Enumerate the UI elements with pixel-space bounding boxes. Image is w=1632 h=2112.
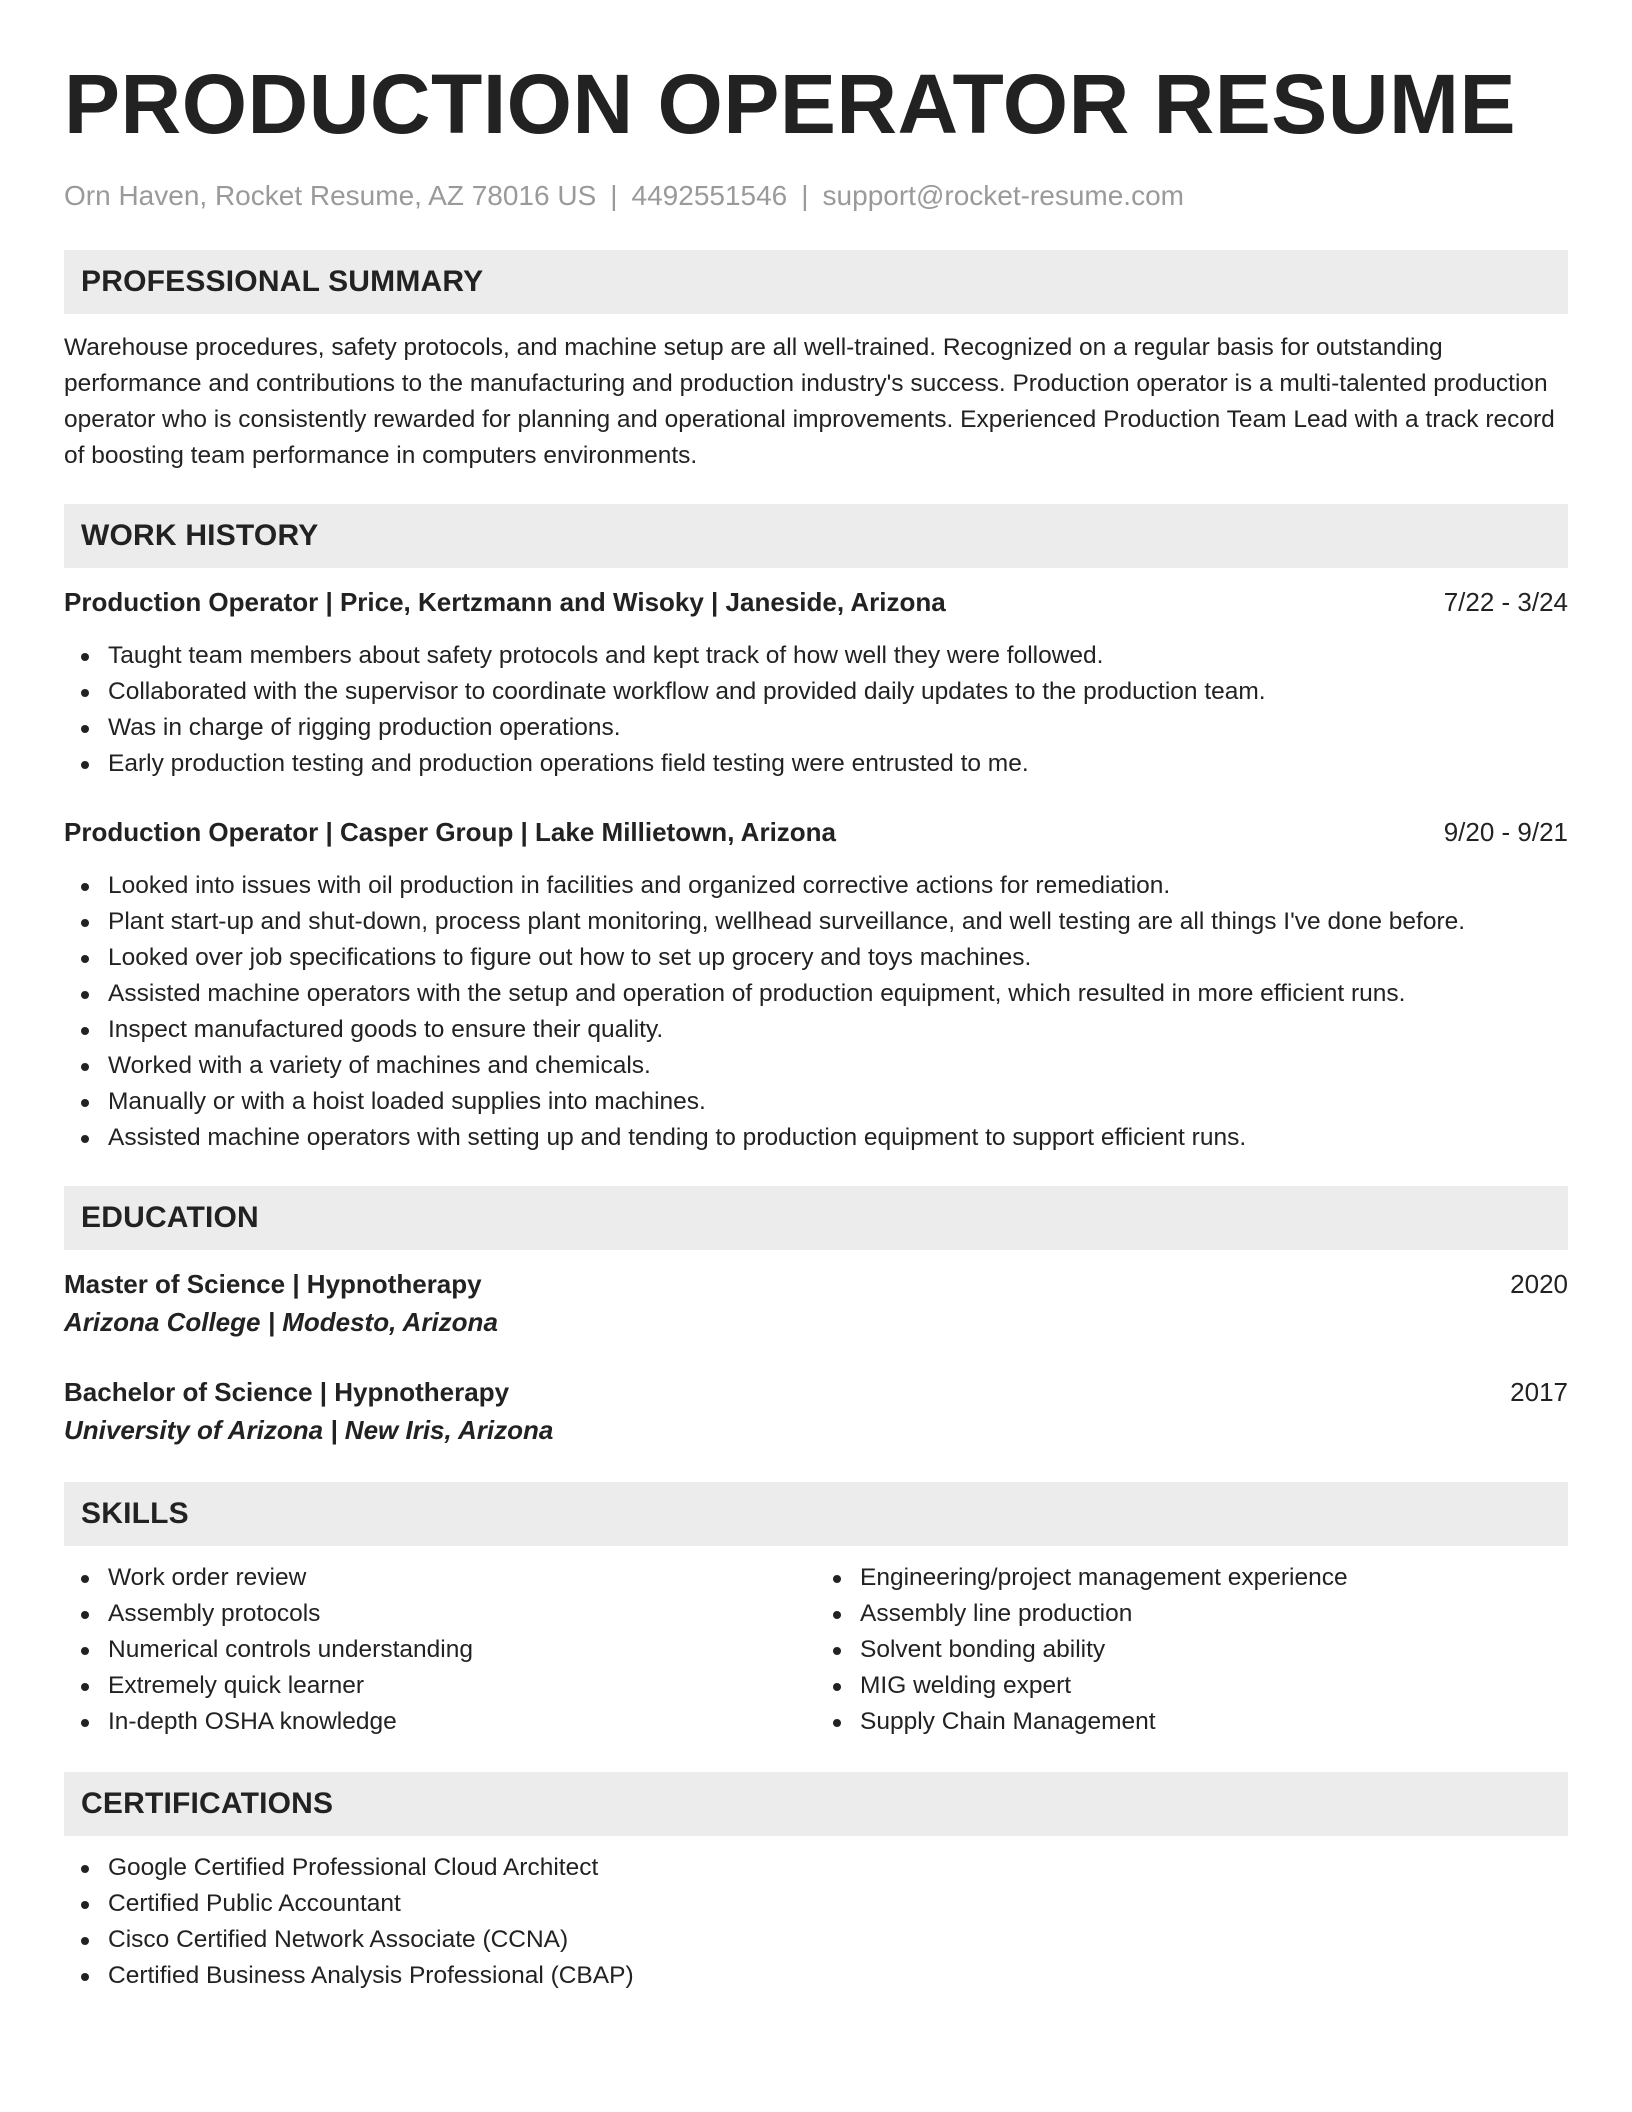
certification-item: Certified Business Analysis Professional (CBAP) (64, 1958, 1568, 1994)
skill-item: MIG welding expert (816, 1668, 1568, 1704)
job-title: Production Operator | Casper Group | Lake Millietown, Arizona (64, 817, 837, 847)
contact-phone: 4492551546 (631, 180, 788, 211)
section-header-work-history: WORK HISTORY (64, 504, 1568, 568)
contact-address: Orn Haven, Rocket Resume, AZ 78016 US (64, 180, 597, 211)
skill-item: Assembly line production (816, 1596, 1568, 1632)
contact-separator: | (801, 180, 809, 211)
contact-separator: | (610, 180, 618, 211)
job-bullet: Assisted machine operators with setting up and tending to production equipment to support efficient runs. (64, 1120, 1568, 1156)
education-degree: Master of Science | Hypnotherapy (64, 1269, 482, 1299)
education-school: University of Arizona | New Iris, Arizona (64, 1415, 554, 1445)
certification-item: Cisco Certified Network Associate (CCNA) (64, 1922, 1568, 1958)
job-dates: 7/22 - 3/24 (1443, 587, 1568, 617)
skill-item: Work order review (64, 1560, 816, 1596)
section-header-certifications: CERTIFICATIONS (64, 1772, 1568, 1836)
job-bullet: Worked with a variety of machines and chemicals. (64, 1048, 1568, 1084)
certification-item: Certified Public Accountant (64, 1886, 1568, 1922)
education-entry (64, 1374, 1568, 1448)
job-heading (64, 814, 1568, 850)
job-bullet: Assisted machine operators with the setup and operation of production equipment, which resulted in more efficient runs. (64, 976, 1568, 1012)
skill-item: Numerical controls understanding (64, 1632, 816, 1668)
skill-item: Solvent bonding ability (816, 1632, 1568, 1668)
job-heading (64, 584, 1568, 620)
job-bullet: Early production testing and production operations field testing were entrusted to me. (64, 746, 1568, 782)
certifications-list (64, 1850, 1568, 1994)
skills-column-right (816, 1560, 1568, 1740)
education-school: Arizona College | Modesto, Arizona (64, 1307, 498, 1337)
skills-column-left (64, 1560, 816, 1740)
certification-item: Google Certified Professional Cloud Architect (64, 1850, 1568, 1886)
contact-email: support@rocket-resume.com (822, 180, 1184, 211)
summary-text: Warehouse procedures, safety protocols, and machine setup are all well-trained. Recognized on a regular basis for outstanding performance and contributions to the manufacturing and production industry's success. Production operator is a multi-talented production operator who is consistently rewarded for planning and operational improvements. Experienced Production Team Lead with a track record of boosting team performance in computers environments. (64, 334, 1555, 469)
education-year: 2017 (1510, 1377, 1568, 1407)
job-dates: 9/20 - 9/21 (1443, 817, 1568, 847)
job-entry (64, 584, 1568, 782)
job-title: Production Operator | Price, Kertzmann and Wisoky | Janeside, Arizona (64, 587, 946, 617)
contact-line (64, 178, 1568, 214)
job-bullet: Looked into issues with oil production in facilities and organized corrective actions for remediation. (64, 868, 1568, 904)
skill-item: In-depth OSHA knowledge (64, 1704, 816, 1740)
job-bullet: Plant start-up and shut-down, process plant monitoring, wellhead surveillance, and well testing are all things I've done before. (64, 904, 1568, 940)
education-year: 2020 (1510, 1269, 1568, 1299)
skill-item: Supply Chain Management (816, 1704, 1568, 1740)
job-bullet: Was in charge of rigging production operations. (64, 710, 1568, 746)
resume-title: PRODUCTION OPERATOR RESUME (64, 57, 1516, 151)
education-entry (64, 1266, 1568, 1340)
job-bullet: Manually or with a hoist loaded supplies into machines. (64, 1084, 1568, 1120)
section-header-education: EDUCATION (64, 1186, 1568, 1250)
skill-item: Extremely quick learner (64, 1668, 816, 1704)
education-degree: Bachelor of Science | Hypnotherapy (64, 1377, 510, 1407)
job-bullet: Inspect manufactured goods to ensure their quality. (64, 1012, 1568, 1048)
education-heading (64, 1266, 1568, 1302)
skill-item: Engineering/project management experience (816, 1560, 1568, 1596)
job-entry (64, 814, 1568, 1156)
education-heading (64, 1374, 1568, 1410)
skill-item: Assembly protocols (64, 1596, 816, 1632)
job-bullets (64, 638, 1568, 782)
job-bullet: Looked over job specifications to figure out how to set up grocery and toys machines. (64, 940, 1568, 976)
job-bullets (64, 868, 1568, 1156)
skills-grid (64, 1560, 1568, 1740)
section-header-summary: PROFESSIONAL SUMMARY (64, 250, 1568, 314)
job-bullet: Collaborated with the supervisor to coordinate workflow and provided daily updates to the production team. (64, 674, 1568, 710)
job-bullet: Taught team members about safety protocols and kept track of how well they were followed. (64, 638, 1568, 674)
section-header-skills: SKILLS (64, 1482, 1568, 1546)
